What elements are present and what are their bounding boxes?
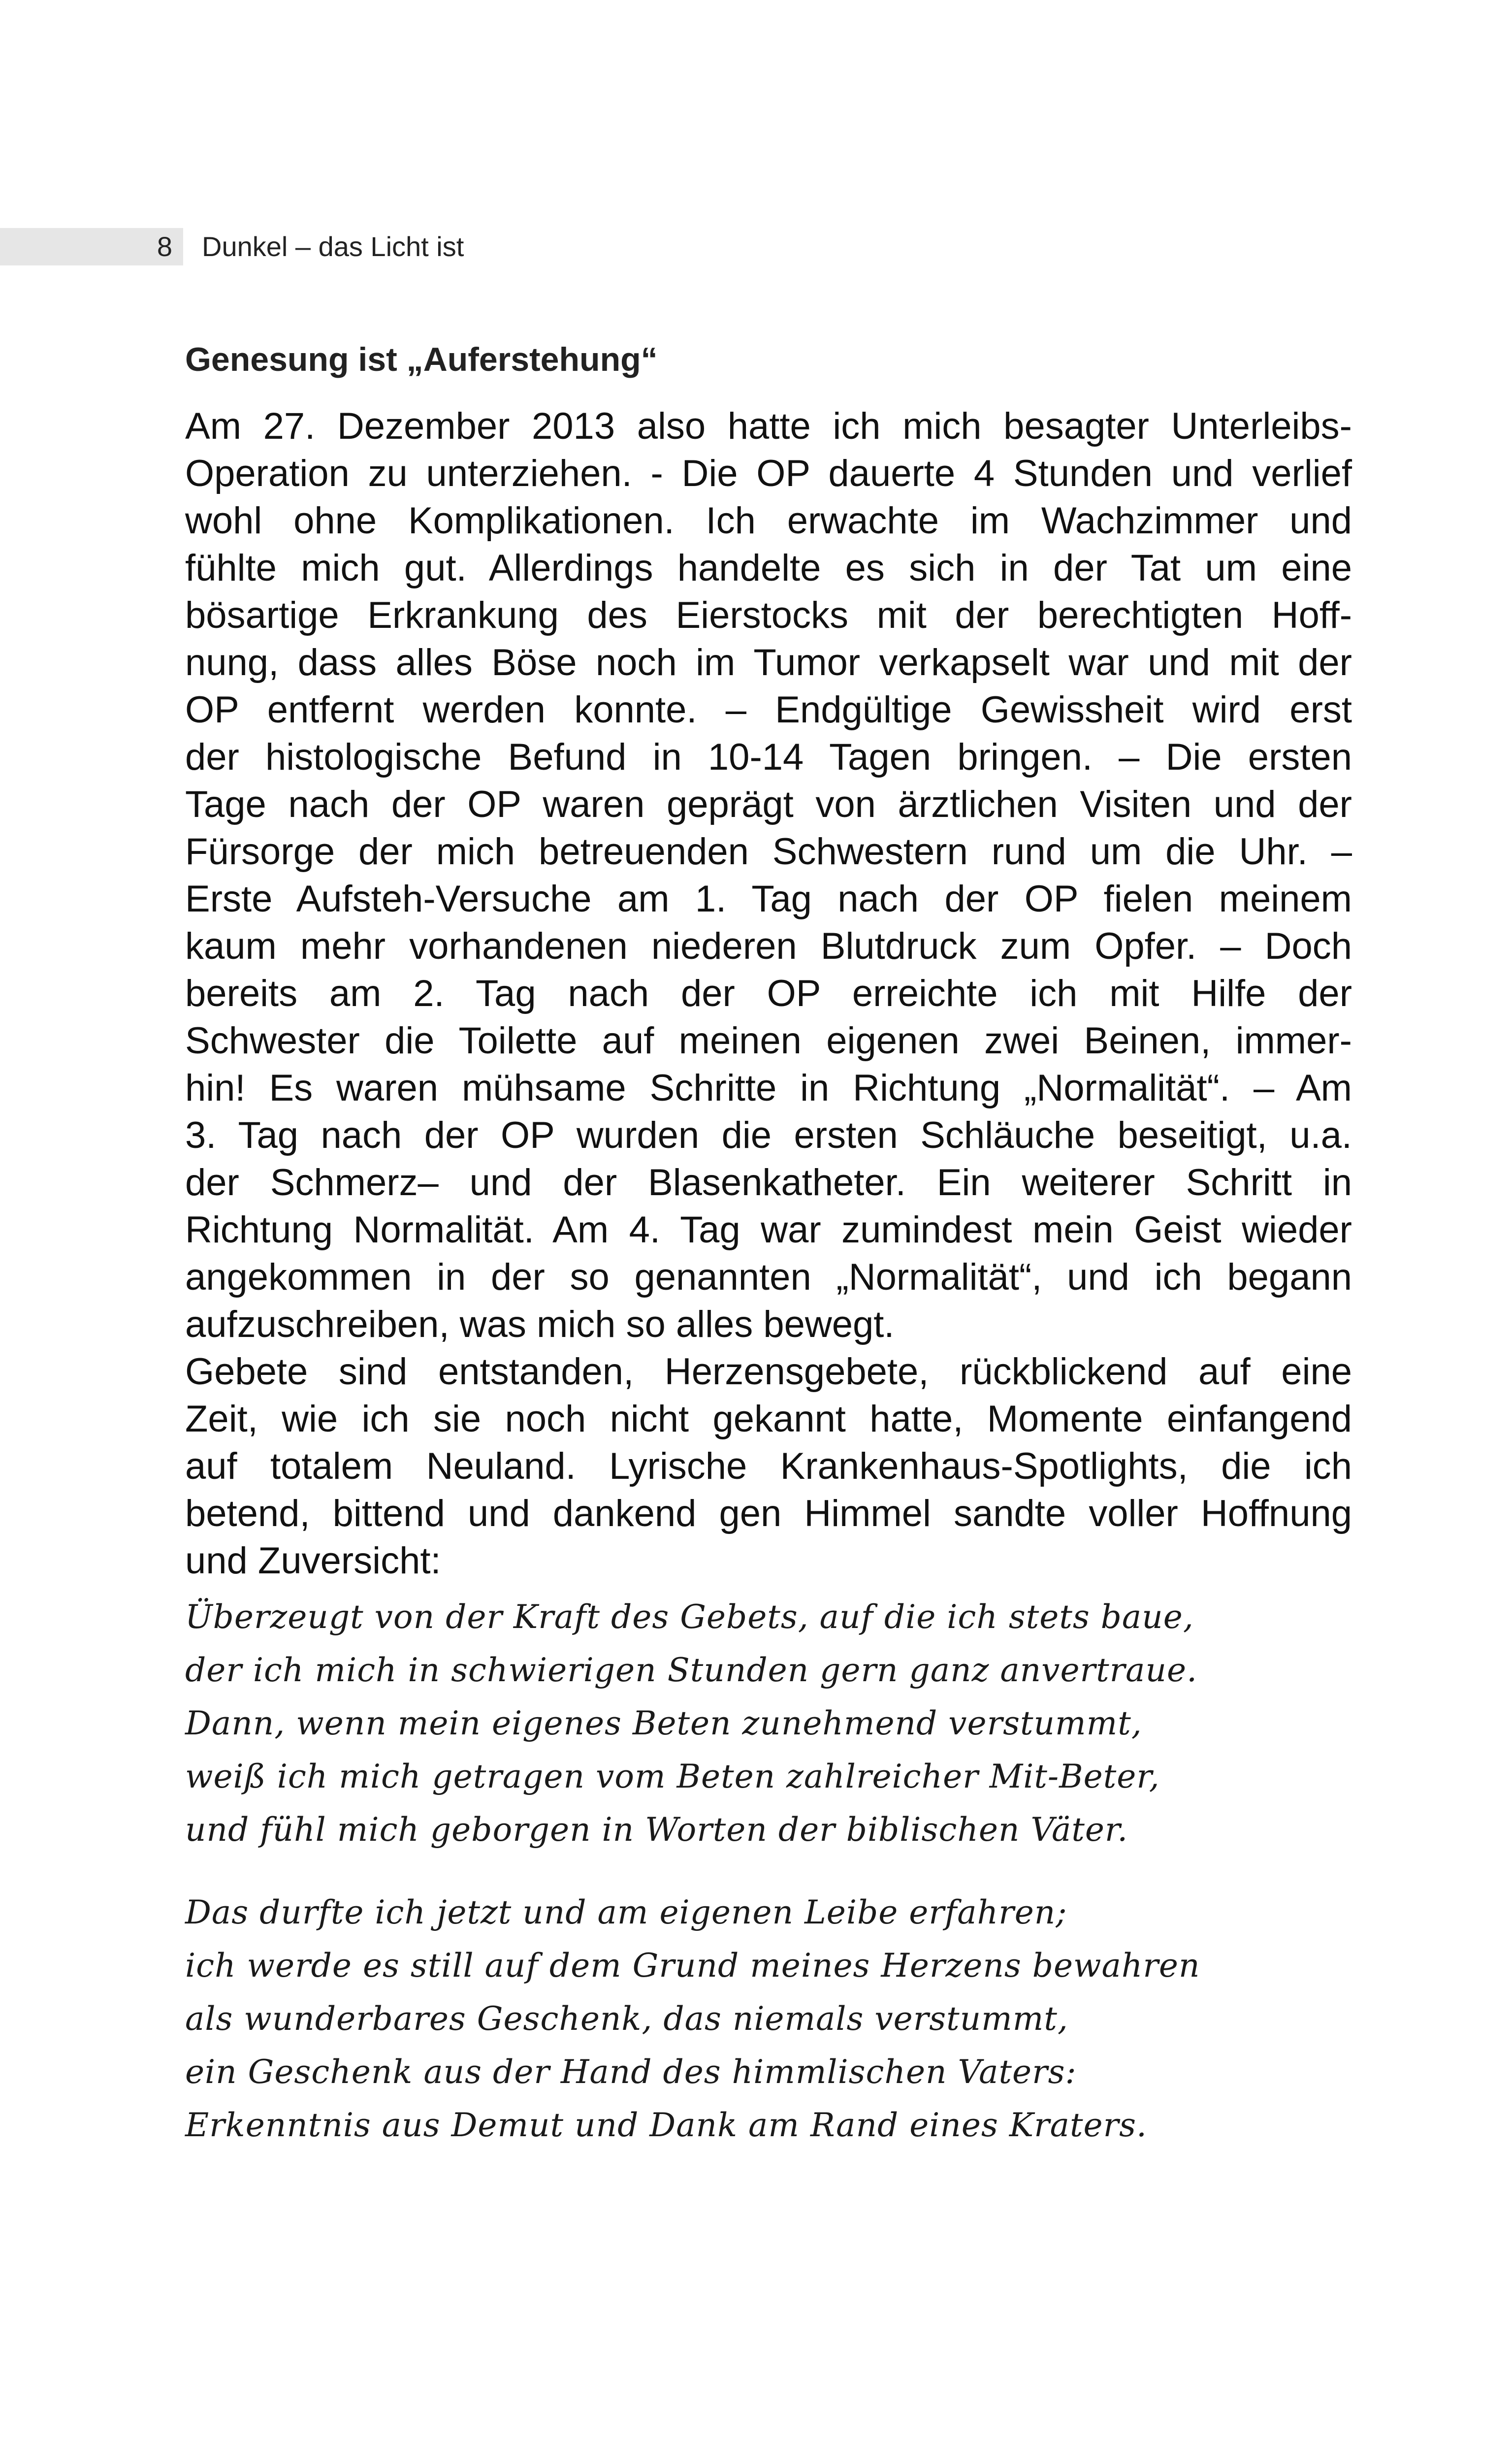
poem-stanza-1 [185,1591,1367,1857]
body-line: der histologische Befund in 10-14 Tagen bringen. – Die ersten [185,736,1352,778]
body-line: Erste Aufsteh-Versuche am 1. Tag nach der OP fielen meinem [185,878,1352,920]
body-line: Gebete sind entstanden, Herzensgebete, rückblickend auf eine [185,1351,1352,1393]
body-line: Zeit, wie ich sie noch nicht gekannt hatte, Momente einfangend [185,1398,1352,1440]
body-line: kaum mehr vorhandenen niederen Blutdruck zum Opfer. – Doch [185,925,1352,967]
running-head [0,228,1512,265]
body-line: fühlte mich gut. Allerdings handelte es sich in der Tat um eine [185,547,1352,589]
poem-line: als wunderbares Geschenk, das niemals verstummt, [185,2000,1068,2038]
poem-line: weiß ich mich getragen vom Beten zahlreicher Mit-Beter, [185,1758,1160,1795]
running-title: Dunkel – das Licht ist [202,231,464,262]
body-line: hin! Es waren mühsame Schritte in Richtung „Normalität“. – Am [185,1067,1352,1109]
body-line: angekommen in der so genannten „Normalität“, und ich begann [185,1256,1352,1298]
section-title: Genesung ist „Auferstehung“ [185,341,658,378]
poem-line: Überzeugt von der Kraft des Gebets, auf die ich stets baue, [185,1598,1194,1636]
body-line: wohl ohne Komplikationen. Ich erwachte im Wachzimmer und [185,500,1352,542]
poem-stanza-2 [185,1886,1367,2152]
poem-line: Erkenntnis aus Demut und Dank am Rand eines Kraters. [185,2106,1148,2144]
body-line: der Schmerz– und der Blasenkatheter. Ein weiterer Schritt in [185,1162,1352,1204]
poem-line: ich werde es still auf dem Grund meines Herzens bewahren [185,1947,1200,1985]
page-number: 8 [157,231,172,262]
body-line: bösartige Erkrankung des Eierstocks mit der berechtigten Hoff- [185,594,1352,636]
body-line: bereits am 2. Tag nach der OP erreichte ich mit Hilfe der [185,973,1352,1014]
body-line: OP entfernt werden konnte. – Endgültige Gewissheit wird erst [185,689,1352,731]
poem-line: Dann, wenn mein eigenes Beten zunehmend verstummt, [185,1704,1142,1742]
body-line: Operation zu unterziehen. - Die OP dauerte 4 Stunden und verlief [185,453,1352,494]
body-line: auf totalem Neuland. Lyrische Krankenhaus-Spotlights, die ich [185,1445,1352,1487]
poem-line: der ich mich in schwierigen Stunden gern ganz anvertraue. [185,1651,1198,1689]
body-line: betend, bittend und dankend gen Himmel sandte voller Hoffnung [185,1493,1352,1534]
body-paragraph [185,403,1352,1585]
body-line: Tage nach der OP waren geprägt von ärztlichen Visiten und der [185,783,1352,825]
poem-line: und fühl mich geborgen in Worten der biblischen Väter. [185,1811,1128,1849]
poem-line: ein Geschenk aus der Hand des himmlischen Vaters: [185,2053,1077,2091]
body-line: Schwester die Toilette auf meinen eigenen zwei Beinen, immer- [185,1020,1352,1062]
body-line: nung, dass alles Böse noch im Tumor verkapselt war und mit der [185,642,1352,684]
body-line: und Zuversicht: [185,1540,441,1582]
body-line: Richtung Normalität. Am 4. Tag war zumindest mein Geist wieder [185,1209,1352,1251]
body-line: Am 27. Dezember 2013 also hatte ich mich besagter Unterleibs- [185,405,1352,447]
body-line: Fürsorge der mich betreuenden Schwestern rund um die Uhr. – [185,831,1352,873]
poem-line: Das durfte ich jetzt und am eigenen Leibe erfahren; [185,1893,1067,1931]
body-line: aufzuschreiben, was mich so alles bewegt. [185,1303,895,1345]
body-line: 3. Tag nach der OP wurden die ersten Schläuche beseitigt, u.a. [185,1114,1352,1156]
